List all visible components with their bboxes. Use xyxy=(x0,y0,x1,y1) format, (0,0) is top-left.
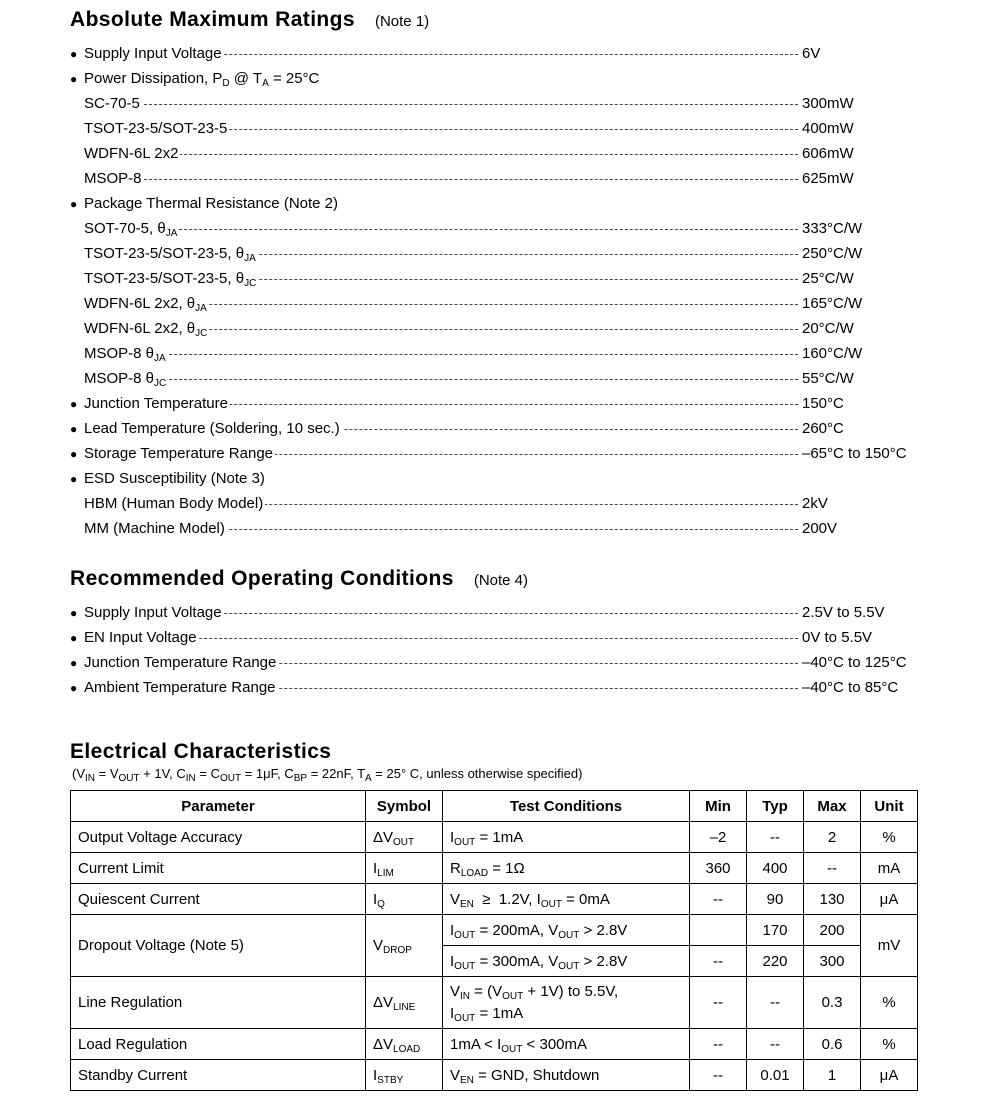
rating-row xyxy=(70,194,930,214)
rating-label xyxy=(84,269,258,289)
max-cell: 1 xyxy=(804,1060,861,1091)
rating-value: 20°C/W xyxy=(802,320,854,337)
symbol-cell: $V_{DROP}$ xyxy=(366,915,443,977)
rating-value: 400mW xyxy=(802,120,854,137)
unit-cell: % xyxy=(861,977,918,1029)
bullet-icon: ● xyxy=(70,197,78,211)
leader-dashes xyxy=(84,179,798,180)
rating-value: 250°C/W xyxy=(802,245,863,262)
rating-label-text: SC-70-5 xyxy=(84,95,140,112)
condition-cell: $R_{LOAD} = 1\Omega$ xyxy=(443,853,690,884)
typ-cell: 170 xyxy=(747,915,804,946)
rating-label-text: WDFN-6L 2x2 xyxy=(84,145,179,162)
rating-row xyxy=(70,519,930,539)
symbol-cell: $\Delta V_{OUT}$ xyxy=(366,822,443,853)
leader-dashes xyxy=(84,354,798,355)
label-suffix: = 25°C xyxy=(268,70,320,87)
label-subscript: JC xyxy=(154,378,167,389)
header-typ: Typ xyxy=(747,791,804,822)
rating-value: 150°C xyxy=(802,395,844,412)
rating-label xyxy=(84,44,224,64)
unit-cell: mA xyxy=(861,853,918,884)
rating-row xyxy=(70,269,930,289)
rating-value: 300mW xyxy=(802,95,854,112)
rating-label-text: MSOP-8 xyxy=(84,170,142,187)
rating-row xyxy=(70,469,930,489)
typ-cell: 220 xyxy=(747,946,804,977)
label-subscript: JA xyxy=(154,353,166,364)
rating-label xyxy=(84,519,227,539)
rating-row xyxy=(70,69,930,89)
rating-label-text: Junction Temperature Range xyxy=(84,654,277,671)
rating-value: –40°C to 85°C xyxy=(802,679,899,696)
table-row xyxy=(71,1060,918,1091)
rating-label-text: TSOT-23-5/SOT-23-5 xyxy=(84,120,228,137)
rating-value: 200V xyxy=(802,520,838,537)
param-cell: Load Regulation xyxy=(71,1029,366,1060)
rating-label-text: MSOP-8 θ xyxy=(84,345,155,362)
rating-row xyxy=(70,119,930,139)
label-subscript: D xyxy=(222,78,230,89)
rating-label-text: Storage Temperature Range xyxy=(84,445,274,462)
bullet-icon: ● xyxy=(70,681,78,695)
rating-row xyxy=(70,394,930,414)
rating-label-text: HBM (Human Body Model) xyxy=(84,495,264,512)
header-min: Min xyxy=(690,791,747,822)
typ-cell: -- xyxy=(747,977,804,1029)
condition-cell: $V_{EN}$ = GND, Shutdown xyxy=(443,1060,690,1091)
table-row xyxy=(71,977,918,1029)
rating-value: 25°C/W xyxy=(802,270,854,287)
rating-row xyxy=(70,678,930,698)
typ-cell: 90 xyxy=(747,884,804,915)
rating-label xyxy=(84,628,199,648)
param-cell: Dropout Voltage (Note 5) xyxy=(71,915,366,977)
table-row xyxy=(71,853,918,884)
rating-label xyxy=(84,494,265,514)
table-row xyxy=(71,915,918,946)
bullet-icon: ● xyxy=(70,47,78,61)
max-cell: 200 xyxy=(804,915,861,946)
header-symbol: Symbol xyxy=(366,791,443,822)
label-suffix: @ T xyxy=(229,70,263,87)
min-cell: 360 xyxy=(690,853,747,884)
rating-value: 2.5V to 5.5V xyxy=(802,604,885,621)
condition-cell: $I_{OUT} = 200mA$, $V_{OUT} > 2.8V$ xyxy=(443,915,690,946)
condition-cell: $V_{EN} \ge 1.2V$, $I_{OUT} = 0mA$ xyxy=(443,884,690,915)
bullet-icon: ● xyxy=(70,447,78,461)
typ-cell: -- xyxy=(747,1029,804,1060)
rating-row xyxy=(70,653,930,673)
min-cell: -- xyxy=(690,1060,747,1091)
bullet-icon: ● xyxy=(70,631,78,645)
param-cell: Quiescent Current xyxy=(71,884,366,915)
unit-cell: % xyxy=(861,1029,918,1060)
rating-label-text: Package Thermal Resistance (Note 2) xyxy=(84,195,339,212)
typ-cell: 0.01 xyxy=(747,1060,804,1091)
rating-label xyxy=(84,678,278,698)
rating-label-text: WDFN-6L 2x2, θ xyxy=(84,295,196,312)
rating-value: 160°C/W xyxy=(802,345,863,362)
rating-label xyxy=(84,244,258,264)
bullet-icon: ● xyxy=(70,422,78,436)
rating-row xyxy=(70,219,930,239)
rating-label-text: MM (Machine Model) xyxy=(84,520,225,537)
table-row xyxy=(71,822,918,853)
rating-row xyxy=(70,344,930,364)
max-cell: 130 xyxy=(804,884,861,915)
header-test-conditions: Test Conditions xyxy=(443,791,690,822)
rating-value: 165°C/W xyxy=(802,295,863,312)
unit-cell: μA xyxy=(861,1060,918,1091)
condition-cell: $I_{OUT} = 1mA$ xyxy=(443,822,690,853)
rec-op-title-text: Recommended Operating Conditions xyxy=(70,567,454,590)
rating-label-text: Junction Temperature xyxy=(84,395,228,412)
rating-value: 333°C/W xyxy=(802,220,863,237)
rating-label-text: Supply Input Voltage xyxy=(84,45,222,62)
min-cell xyxy=(690,915,747,946)
min-cell: -- xyxy=(690,1029,747,1060)
condition-cell: $I_{OUT} = 300mA$, $V_{OUT} > 2.8V$ xyxy=(443,946,690,977)
table-row xyxy=(71,1029,918,1060)
label-subscript: JA xyxy=(195,303,207,314)
rating-label-text: ESD Susceptibility (Note 3) xyxy=(84,470,265,487)
param-cell: Line Regulation xyxy=(71,977,366,1029)
rating-label-text: Power Dissipation, P xyxy=(84,70,223,87)
rating-row xyxy=(70,144,930,164)
unit-cell: μA xyxy=(861,884,918,915)
rating-label xyxy=(84,469,267,489)
min-cell: –2 xyxy=(690,822,747,853)
abs-max-title-text: Absolute Maximum Ratings xyxy=(70,8,355,31)
rating-label-text: MSOP-8 θ xyxy=(84,370,155,387)
table-header-row xyxy=(71,791,918,822)
rating-label xyxy=(84,219,179,239)
bullet-icon: ● xyxy=(70,656,78,670)
rating-value: 625mW xyxy=(802,170,854,187)
rating-row xyxy=(70,419,930,439)
rating-value: 260°C xyxy=(802,420,844,437)
max-cell: -- xyxy=(804,853,861,884)
symbol-cell: $\Delta V_{LOAD}$ xyxy=(366,1029,443,1060)
symbol-cell: $I_Q$ xyxy=(366,884,443,915)
param-cell: Standby Current xyxy=(71,1060,366,1091)
rating-label xyxy=(84,653,278,673)
rating-label-text: EN Input Voltage xyxy=(84,629,197,646)
max-cell: 0.3 xyxy=(804,977,861,1029)
symbol-cell: $I_{LIM}$ xyxy=(366,853,443,884)
label-subscript: JC xyxy=(195,328,208,339)
rating-label xyxy=(84,144,180,164)
rating-row xyxy=(70,603,930,623)
rating-label-text: Lead Temperature (Soldering, 10 sec.) xyxy=(84,420,340,437)
label-subscript: A xyxy=(262,78,269,89)
table-row xyxy=(71,884,918,915)
min-cell: -- xyxy=(690,977,747,1029)
elec-title: Electrical Characteristics xyxy=(70,740,332,763)
rating-label xyxy=(84,194,340,214)
rating-row xyxy=(70,444,930,464)
label-subscript: JC xyxy=(244,278,257,289)
unit-cell: % xyxy=(861,822,918,853)
condition-cell: $V_{IN} = (V_{OUT} + 1V)$ to 5.5V, $I_{OUT} = 1mA$ xyxy=(443,977,690,1029)
rating-label-text: SOT-70-5, θ xyxy=(84,220,166,237)
rating-label xyxy=(84,319,209,339)
param-cell: Current Limit xyxy=(71,853,366,884)
rating-label-text: TSOT-23-5/SOT-23-5, θ xyxy=(84,245,245,262)
leader-dashes xyxy=(84,104,798,105)
condition-cell: $1mA < I_{OUT} < 300mA$ xyxy=(443,1029,690,1060)
rating-label-text: Supply Input Voltage xyxy=(84,604,222,621)
rating-row xyxy=(70,319,930,339)
label-subscript: JA xyxy=(244,253,256,264)
bullet-icon: ● xyxy=(70,397,78,411)
rating-label xyxy=(84,344,168,364)
max-cell: 300 xyxy=(804,946,861,977)
rating-value: 6V xyxy=(802,45,821,62)
rating-label xyxy=(84,369,168,389)
rating-label xyxy=(84,419,342,439)
leader-dashes xyxy=(84,379,798,380)
symbol-cell: $\Delta V_{LINE}$ xyxy=(366,977,443,1029)
rating-value: –40°C to 125°C xyxy=(802,654,907,671)
rating-row xyxy=(70,44,930,64)
max-cell: 2 xyxy=(804,822,861,853)
rating-label xyxy=(84,69,321,89)
abs-max-title xyxy=(70,8,429,32)
header-max: Max xyxy=(804,791,861,822)
rating-label-text: TSOT-23-5/SOT-23-5, θ xyxy=(84,270,245,287)
typ-cell: -- xyxy=(747,822,804,853)
unit-cell: mV xyxy=(861,915,918,977)
abs-max-note: (Note 1) xyxy=(374,13,430,30)
leader-dashes xyxy=(84,229,798,230)
rating-label xyxy=(84,119,229,139)
rating-value: 0V to 5.5V xyxy=(802,629,873,646)
rating-value: 606mW xyxy=(802,145,854,162)
rating-label xyxy=(84,444,275,464)
rating-label xyxy=(84,603,224,623)
rating-label-text: Ambient Temperature Range xyxy=(84,679,276,696)
rating-label xyxy=(84,394,230,414)
rating-value: 2kV xyxy=(802,495,828,512)
leader-dashes xyxy=(84,154,798,155)
rec-op-title xyxy=(70,567,528,591)
rating-row xyxy=(70,244,930,264)
min-cell: -- xyxy=(690,946,747,977)
rating-row xyxy=(70,294,930,314)
header-parameter: Parameter xyxy=(71,791,366,822)
rating-value: 55°C/W xyxy=(802,370,854,387)
symbol-cell: $I_{STBY}$ xyxy=(366,1060,443,1091)
elec-conditions: ($V_{IN} = V_{OUT} + 1V$, $C_{IN} = C_{OUT} = 1\mu F$, $C_{BP} = 22nF$, $T_A = 25^\circ$ C, unless otherwise specified) xyxy=(72,766,583,784)
rating-label xyxy=(84,94,142,114)
typ-cell: 400 xyxy=(747,853,804,884)
rating-label-text: WDFN-6L 2x2, θ xyxy=(84,320,196,337)
rec-op-note: (Note 4) xyxy=(473,572,529,589)
bullet-icon: ● xyxy=(70,472,78,486)
param-cell: Output Voltage Accuracy xyxy=(71,822,366,853)
rating-row xyxy=(70,628,930,648)
min-cell: -- xyxy=(690,884,747,915)
rating-row xyxy=(70,369,930,389)
elec-table xyxy=(70,790,918,1091)
rating-row xyxy=(70,494,930,514)
rating-label xyxy=(84,169,144,189)
rating-value: –65°C to 150°C xyxy=(802,445,907,462)
header-unit: Unit xyxy=(861,791,918,822)
label-subscript: JA xyxy=(165,228,178,239)
rating-label xyxy=(84,294,209,314)
rating-row xyxy=(70,169,930,189)
bullet-icon: ● xyxy=(70,606,78,620)
rating-row xyxy=(70,94,930,114)
bullet-icon: ● xyxy=(70,72,78,86)
max-cell: 0.6 xyxy=(804,1029,861,1060)
